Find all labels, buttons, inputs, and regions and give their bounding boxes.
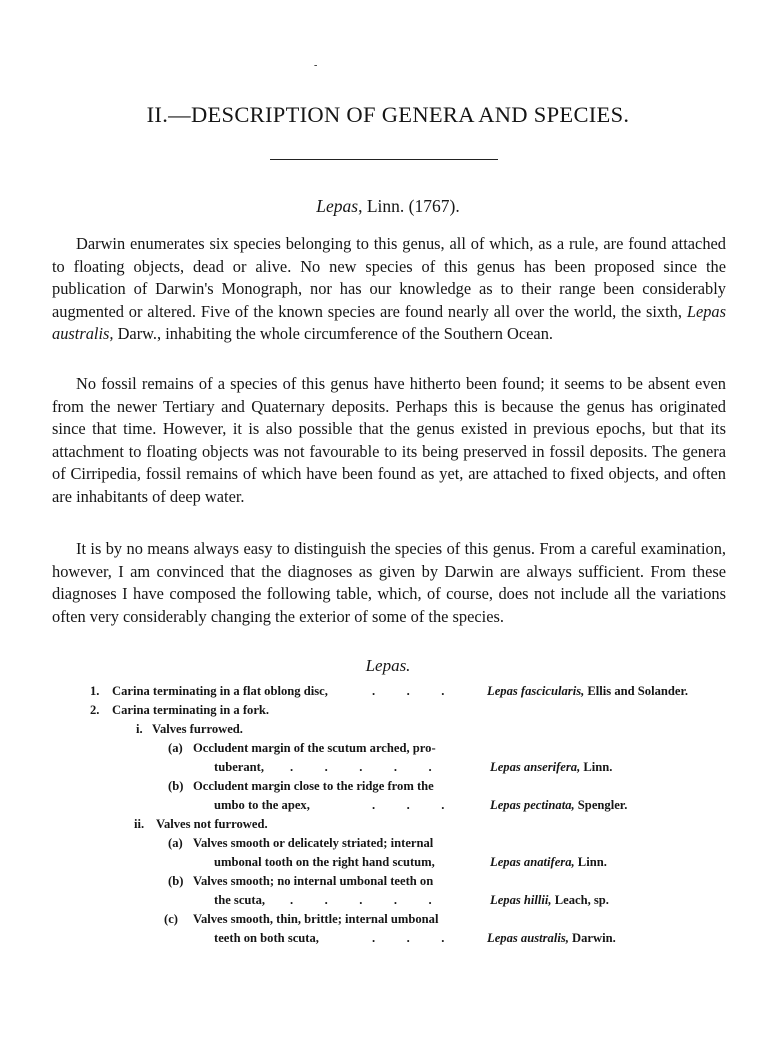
key-number: (b): [168, 779, 184, 793]
key-text: Valves not furrowed.: [156, 817, 268, 831]
key-result-genus: Lepas hillii,: [490, 893, 552, 907]
key-text: Occludent margin of the scutum arched, pro-: [193, 741, 436, 755]
key-text: tuberant,: [214, 760, 265, 774]
key-leader-dots: . . .: [372, 798, 445, 812]
key-result-genus: Lepas fascicularis,: [487, 684, 585, 698]
key-text: Carina terminating in a fork.: [112, 703, 270, 717]
genus-name: Lepas: [316, 196, 359, 216]
key-result-authority: Ellis and Solander.: [584, 684, 689, 698]
title-divider: [270, 159, 498, 160]
key-text: teeth on both scuta,: [214, 931, 319, 945]
key-result-genus: Lepas anatifera,: [490, 855, 575, 869]
key-text: umbo to the apex,: [214, 798, 310, 812]
key-number: 2.: [90, 703, 100, 717]
key-result-genus: Lepas australis,: [487, 931, 569, 945]
key-result: [490, 855, 607, 870]
key-number: (a): [168, 836, 183, 850]
key-text: Valves smooth or delicately striated; internal: [193, 836, 434, 850]
key-text: Valves furrowed.: [152, 722, 243, 736]
species-name-inline: Lepas australis,: [52, 301, 726, 344]
key-text: Carina terminating in a flat oblong disc,: [112, 684, 328, 698]
key-text: Valves smooth; no internal umbonal teeth on: [193, 874, 434, 888]
key-number: (c): [164, 912, 178, 926]
paragraph-2-text: No fossil remains of a species of this genus have hitherto been found; it seems to be absent even from the newer Tertiary and Quaternary deposits. Perhaps this is because the genus has originated since that time. However, it is also possible that the genus existed in previous epochs, but that its attachment to floating objects was not favourable to its being preserved in fossil deposits. The genera of Cirripedia, fossil remains of which have been found as yet, are attached to fixed objects, and often are inhabitants of deep water.: [52, 374, 726, 506]
key-text: umbonal tooth on the right hand scutum,: [214, 855, 435, 869]
section-title: II.—DESCRIPTION OF GENERA AND SPECIES.: [146, 102, 630, 127]
key-number: (b): [168, 874, 184, 888]
key-result-authority: Darwin.: [568, 931, 616, 945]
key-leader-dots: . . .: [372, 684, 445, 698]
paragraph-2: [52, 373, 726, 509]
key-number: (a): [168, 741, 183, 755]
key-result-authority: Linn.: [580, 760, 613, 774]
key-text: the scuta,: [214, 893, 266, 907]
key-number: ii.: [134, 817, 145, 831]
paragraph-1-text-b: Darw., inhabiting the whole circumference of the Southern Ocean.: [113, 324, 553, 344]
key-result: [490, 760, 612, 775]
key-number: i.: [136, 722, 143, 736]
key-leader-dots: . . . . .: [290, 893, 432, 907]
key-result-authority: Linn.: [574, 855, 607, 869]
key-text: Occludent margin close to the ridge from the: [193, 779, 434, 793]
key-result: [487, 931, 616, 946]
key-table-title: Lepas.: [365, 656, 411, 675]
paragraph-1: [52, 233, 726, 346]
key-result-authority: Leach, sp.: [551, 893, 609, 907]
key-result: [490, 893, 609, 908]
genus-authority: , Linn. (1767).: [358, 196, 460, 216]
key-result: [487, 684, 688, 699]
genus-heading: [0, 196, 776, 217]
paragraph-3-text: It is by no means always easy to distinguish the species of this genus. From a careful examination, however, I am convinced that the diagnoses as given by Darwin are always sufficient. From these diagnoses I have composed the following table, which, of course, does not include all the variations often very considerably changing the exterior of some of the species.: [52, 539, 726, 626]
key-result: [490, 798, 627, 813]
paragraph-1-text-a: Darwin enumerates six species belonging to this genus, all of which, as a rule, are found attached to floating objects, dead or alive. No new species of this genus has been proposed since the publication of Darwin's Monograph, nor has our knowledge as to their range been considerably augmented or altered. Five of the known species are found nearly all over the world, the sixth,: [52, 234, 726, 321]
paragraph-3: [52, 538, 726, 628]
key-result-authority: Spengler.: [574, 798, 628, 812]
key-text: Valves smooth, thin, brittle; internal umbonal: [193, 912, 439, 926]
key-leader-dots: . . .: [372, 931, 445, 945]
key-result-genus: Lepas anserifera,: [490, 760, 581, 774]
key-result-genus: Lepas pectinata,: [490, 798, 575, 812]
stray-mark: -: [314, 60, 318, 71]
key-leader-dots: . . . . .: [290, 760, 432, 774]
key-number: 1.: [90, 684, 100, 698]
